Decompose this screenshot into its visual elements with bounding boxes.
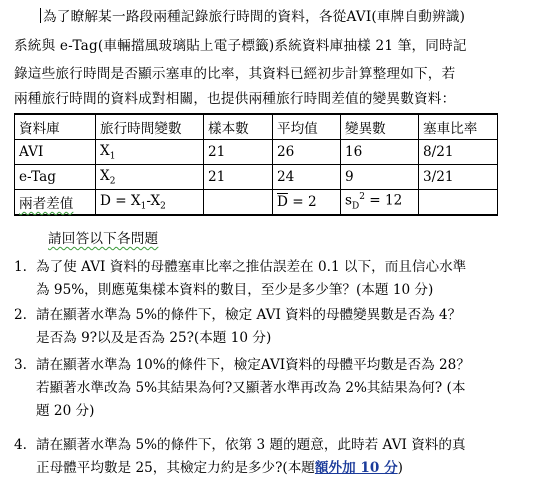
header-cell: 塞車比率 xyxy=(419,114,498,140)
header-cell: 變異數 xyxy=(341,114,419,140)
table-cell: $\overline{D} = 2$ xyxy=(273,190,341,216)
intro-line-4: 兩種旅行時間的資料成對相關，也提供兩種旅行時間差值的變異數資料： xyxy=(14,91,456,107)
table-cell: $X_1$ xyxy=(96,140,204,165)
table-cell: 16 xyxy=(341,140,419,165)
table-header-row xyxy=(15,114,498,140)
intro-line-3: 錄這些旅行時間是否顯示塞車的比率，其資料已經初步計算整理如下，若 xyxy=(14,66,456,82)
question-2: 2. 請在顯著水準為 5%的條件下，檢定 AVI 資料的母體變異數是否為 4？ 是否為 9?以及是否為 25?(本題 10 分) xyxy=(14,307,462,346)
table-cell xyxy=(204,190,273,216)
table-cell: 8/21 xyxy=(419,140,498,165)
table-cell: e-Tag xyxy=(15,165,96,190)
extra-credit-label: 額外加 10 分 xyxy=(314,460,398,476)
header-cell: 平均值 xyxy=(273,114,341,140)
header-cell: 資料庫 xyxy=(15,114,96,140)
question-4: 4. 請在顯著水準為 5%的條件下，依第 3 題的題意，此時若 AVI 資料的真 正母體平均數是 25，其檢定力約是多少?(本題額外加 10 分) xyxy=(14,437,466,476)
table-cell: $X_2$ xyxy=(96,165,204,190)
header-cell: 旅行時間變數 xyxy=(96,114,204,140)
data-table xyxy=(14,113,498,216)
table-cell: 9 xyxy=(341,165,419,190)
table-cell: $s_D^2 = 12$ xyxy=(341,190,419,216)
table-cell: 兩者差值 xyxy=(15,190,96,216)
table-row xyxy=(15,140,498,165)
intro-line-2: 系統與 e-Tag(車輛擋風玻璃貼上電子標籤)系統資料庫抽樣 21 筆，同時記 xyxy=(14,38,467,54)
table-row xyxy=(15,190,498,216)
table-cell: 24 xyxy=(273,165,341,190)
table-cell: 26 xyxy=(273,140,341,165)
table-cell: 3/21 xyxy=(419,165,498,190)
text-cursor xyxy=(40,8,41,23)
table-cell: 21 xyxy=(204,140,273,165)
table-cell: 21 xyxy=(204,165,273,190)
intro-line-1: 為了瞭解某一路段兩種記錄旅行時間的資料，各從AVI(車牌自動辨識) xyxy=(40,8,465,26)
header-cell: 樣本數 xyxy=(204,114,273,140)
table-cell: AVI xyxy=(15,140,96,165)
table-row xyxy=(15,165,498,190)
table-cell xyxy=(419,190,498,216)
prompt-line: 請回答以下各問題 xyxy=(48,231,159,247)
question-1: 1. 為了使 AVI 資料的母體塞車比率之推估誤差在 0.1 以下，而且信心水準 為 95%，則應蒐集樣本資料的數目，至少是多少筆？(本題 10 分) xyxy=(14,259,467,298)
question-3: 3. 請在顯著水準為 10%的條件下，檢定AVI資料的母體平均數是否為 28？ 若顯著水準改為 5%其結果為何?又顯著水準再改為 2%其結果為何? (本 題 20 分) xyxy=(14,357,470,419)
table-cell: $D = X_1-X_2$ xyxy=(96,190,204,216)
